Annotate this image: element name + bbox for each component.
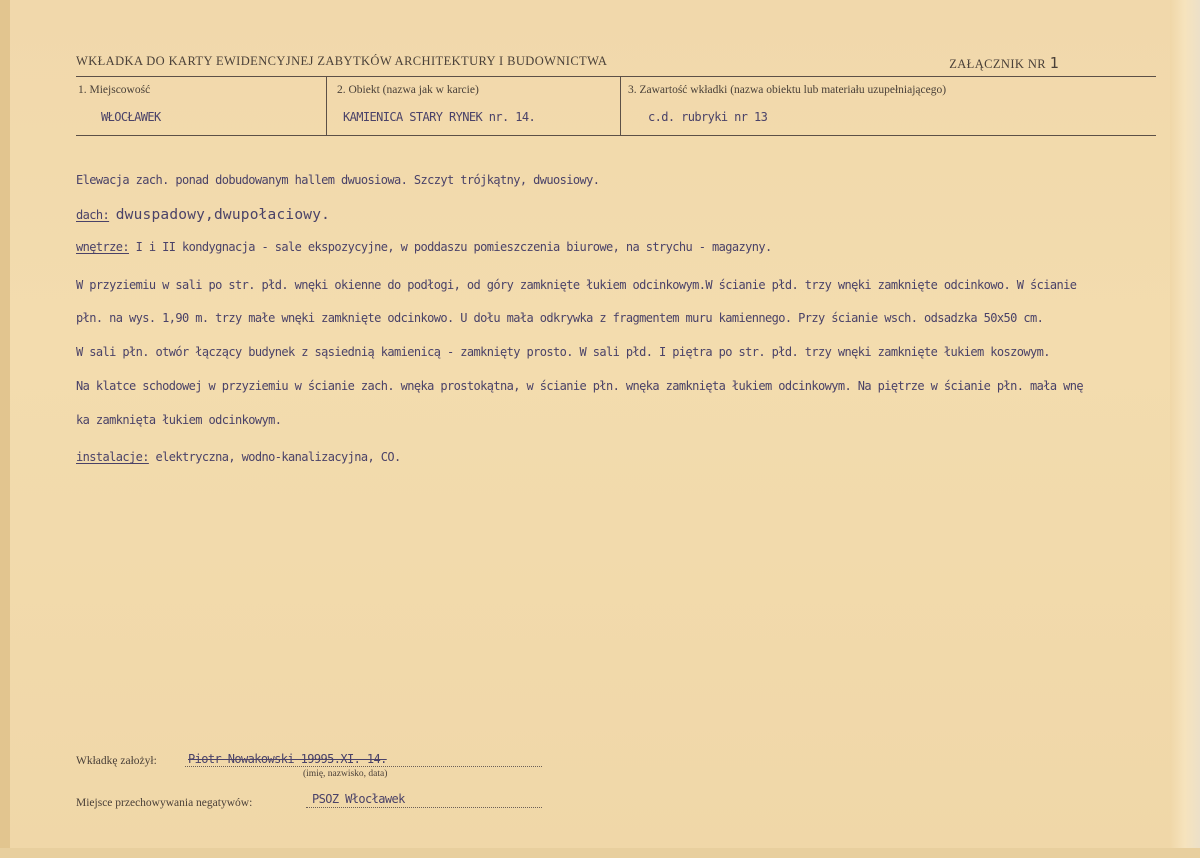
interior-label: wnętrze:: [76, 240, 129, 254]
body-line-staircase-cont: ka zamknięta łukiem odcinkowym.: [76, 413, 282, 427]
roof-text: dwuspadowy,dwupołaciowy.: [115, 207, 331, 223]
object-label: 2. Obiekt (nazwa jak w karcie): [337, 84, 479, 96]
annex-label: [949, 54, 1059, 72]
scan-edge-bottom: [0, 848, 1200, 858]
form-title: WKŁADKA DO KARTY EWIDENCYJNEJ ZABYTKÓW ARCHITEKTURY I BUDOWNICTWA: [76, 54, 608, 68]
contents-label: 3. Zawartość wkładki (nazwa obiektu lub materiału uzupełniającego): [628, 84, 947, 96]
install-text: elektryczna, wodno-kanalizacyjna, CO.: [155, 450, 401, 464]
locality-value: WŁOCŁAWEK: [101, 110, 161, 124]
founded-dotted-line: [185, 766, 542, 767]
header-top-rule: [76, 76, 1156, 77]
storage-label: Miejsce przechowywania negatywów:: [76, 797, 253, 809]
column-divider-1: [326, 77, 327, 135]
body-line-installations: [76, 450, 401, 464]
body-line-staircase: Na klatce schodowej w przyziemiu w ścianie zach. wnęka prostokątna, w ścianie płn. wnęka zamknięta łukiem odcinkowym. Na piętrze w ścianie płn. mała wnę: [76, 379, 1083, 393]
body-line-ground-floor: W przyziemiu w sali po str. płd. wnęki okienne do podłogi, od góry zamknięte łukiem odcinkowym.W ścianie płd. trzy wnęki zamknięte odcinkowo. W ścianie: [76, 278, 1077, 292]
founded-hint: (imię, nazwisko, data): [303, 769, 388, 779]
object-value: KAMIENICA STARY RYNEK nr. 14.: [343, 110, 536, 124]
body-line-north-wall: płn. na wys. 1,90 m. trzy małe wnęki zamknięte odcinkowo. U dołu mała odkrywka z fragmentem muru kamiennego. Przy ścianie wsch. odsadzka 50x50 cm.: [76, 311, 1044, 325]
annex-number: 1: [1049, 54, 1059, 72]
body-line-interior: [76, 240, 772, 254]
founded-label: Wkładkę założył:: [76, 755, 157, 767]
founded-value: Piotr Nowakowski 19995.XI. 14.: [188, 752, 387, 766]
install-label: instalacje:: [76, 450, 149, 464]
roof-label: dach:: [76, 208, 110, 222]
interior-text: I i II kondygnacja - sale ekspozycyjne, w poddaszu pomieszczenia biurowe, na strychu - magazyny.: [135, 240, 772, 254]
body-line-roof: [76, 207, 330, 223]
scan-edge-left: [0, 0, 10, 858]
column-divider-2: [620, 77, 621, 135]
header-bottom-rule: [76, 135, 1156, 136]
storage-dotted-line: [306, 807, 542, 808]
body-line-north-room: W sali płn. otwór łączący budynek z sąsiednią kamienicą - zamknięty prosto. W sali płd. I piętra po str. płd. trzy wnęki zamknięte łukiem koszowym.: [76, 345, 1050, 359]
locality-label: 1. Miejscowość: [78, 84, 151, 96]
storage-value: PSOZ Włocławek: [312, 792, 405, 806]
body-line-facade: Elewacja zach. ponad dobudowanym hallem dwuosiowa. Szczyt trójkątny, dwuosiowy.: [76, 173, 600, 187]
scan-edge-right: [1170, 0, 1200, 858]
contents-value: c.d. rubryki nr 13: [648, 110, 768, 124]
annex-label-text: ZAŁĄCZNIK NR: [949, 57, 1047, 71]
